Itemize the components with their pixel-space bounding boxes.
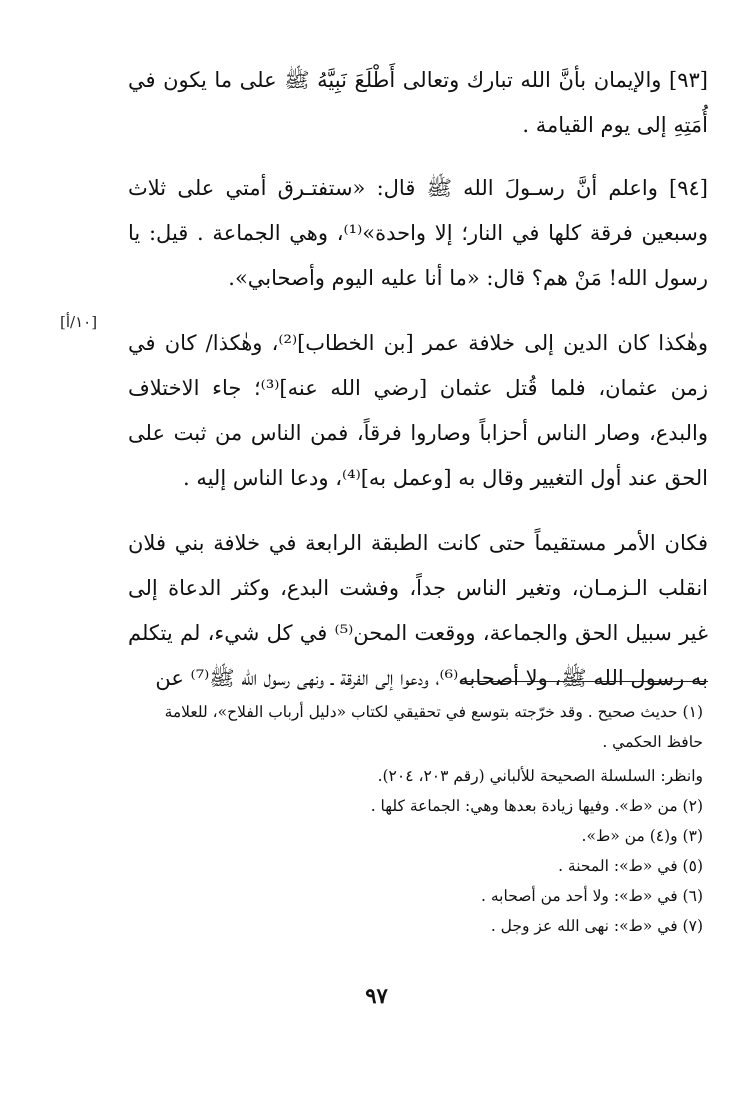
footnote-divider bbox=[460, 681, 708, 682]
paragraph-94: [٩٤] واعلم أنَّ رسـولَ الله ﷺ قال: «ستفتـرق أمتي على ثلاث وسبعين فرقة كلها في النار؛ إلا واحدة»⁽¹⁾، وهي الجماعة . قيل: يا رسول الله! مَنْ هم؟ قال: «ما أنا عليه اليوم وأصحابي». bbox=[128, 176, 709, 290]
footnote-7: (٧) في «ط»: نهى الله عز وجل . bbox=[490, 917, 703, 935]
main-text bbox=[128, 58, 708, 721]
paragraph-caliphate: وهٰكذا كان الدين إلى خلافة عمر [بن الخطاب]⁽²⁾، وهٰكذا/ كان في زمن عثمان، فلما قُتل عثمان [رضي الله عنه]⁽³⁾؛ جاء الاختلاف والبدع، وصار الناس أحزاباً وصاروا فرقاً، فمن الناس من ثبت على الحق عند أول التغيير وقال به [وعمل به]⁽⁴⁾، ودعا الناس إليه . bbox=[128, 331, 709, 490]
paragraph-fourth-generation: فكان الأمر مستقيماً حتى كانت الطبقة الرابعة في خلافة بني فلان انقلب الـزمـان، وتغير الناس جداً، وفشت البدع، وكثر الدعاة إلى غير سبيل الحق والجماعة، ووقعت المحن⁽⁵⁾ في كل شيء، لم يتكلم به رسول الله ﷺ، ولا أصحابه⁽⁶⁾، ودعوا إلى الفرقة ـ ونهى رسول الله ﷺ⁽⁷⁾ عن bbox=[128, 531, 708, 690]
footnote-2: (٢) من «ط». وفيها زيادة بعدها وهي: الجماعة كلها . bbox=[370, 797, 703, 815]
page-number: ٩٧ bbox=[365, 983, 388, 1008]
footnote-3-4: (٣) و(٤) من «ط». bbox=[581, 827, 703, 845]
footnote-1-reference: وانظر: السلسلة الصحيحة للألباني (رقم ٢٠٣، ٢٠٤). bbox=[377, 767, 703, 785]
paragraph-93: [٩٣] والإيمان بأنَّ الله تبارك وتعالى أَطْلَعَ نَبِيَّهُ ﷺ على ما يكون في أُمَتِهِ إلى يوم القيامة . bbox=[128, 68, 708, 137]
manuscript-folio-marker: [١٠/أ] bbox=[60, 313, 98, 331]
footnotes bbox=[128, 697, 703, 941]
footnote-6: (٦) في «ط»: ولا أحد من أصحابه . bbox=[481, 887, 703, 905]
footnote-5: (٥) في «ط»: المحنة . bbox=[558, 857, 703, 875]
footnote-1: (١) حديث صحيح . وقد خرّجته بتوسع في تحقيقي لكتاب «دليل أرباب الفلاح»، للعلامة حافظ الحكمي . bbox=[164, 703, 703, 751]
